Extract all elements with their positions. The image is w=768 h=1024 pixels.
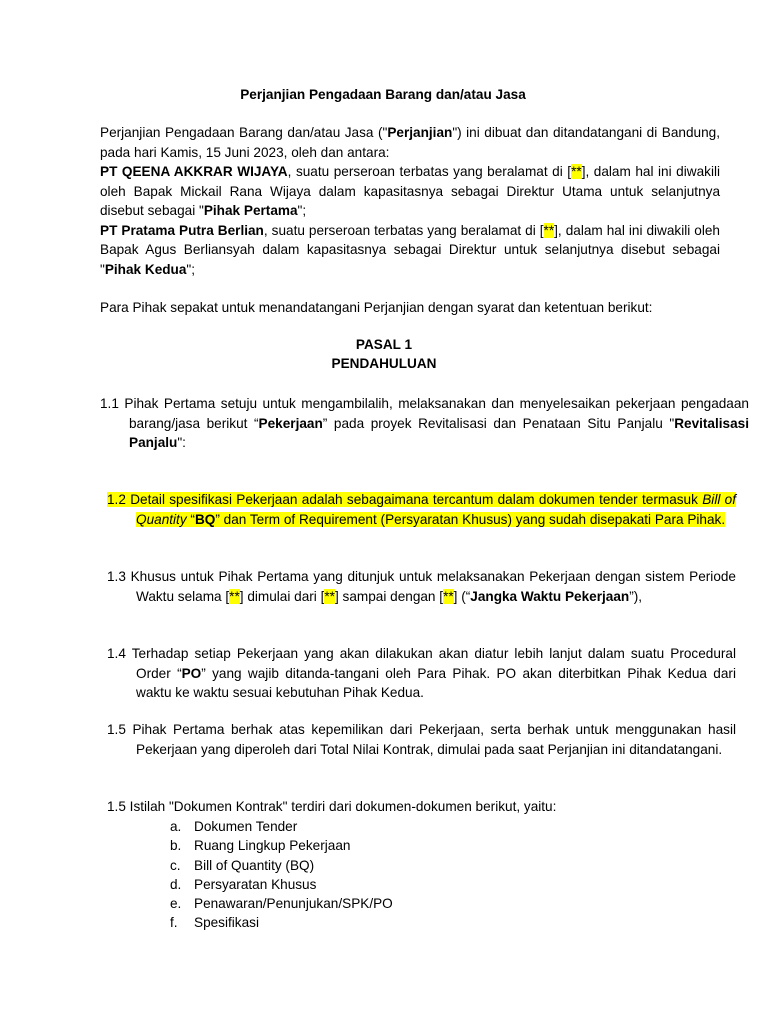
- clause-1-2: 1.2 Detail spesifikasi Pekerjaan adalah sebagaimana tercantum dalam dokumen tender termasuk Bill of Quantity “BQ” dan Term of Requirement (Persyaratan Khusus) yang sudah disepakati Para Pihak.: [107, 492, 737, 527]
- list-item: c. Bill of Quantity (BQ): [170, 857, 315, 873]
- clause-1-4: 1.4 Terhadap setiap Pekerjaan yang akan dilakukan akan diatur lebih lanjut dalam suatu Procedural Order “PO” yang wajib ditanda-tangani oleh Para Pihak. PO akan diterbitkan Pihak Kedua dari waktu ke waktu sesuai kebutuhan Pihak Kedua.: [107, 646, 736, 700]
- clause-1-5: 1.5 Pihak Pertama berhak atas kepemilikan dari Pekerjaan, serta berhak untuk menggunakan hasil Pekerjaan yang diperoleh dari Total Nilai Kontrak, dimulai pada saat Perjanjian ini ditandatangani.: [107, 722, 736, 757]
- list-item: a. Dokumen Tender: [170, 819, 298, 834]
- agreement-statement: Para Pihak sepakat untuk menandatangani Perjanjian dengan syarat dan ketentuan berikut:: [100, 300, 653, 315]
- party-two: PT Pratama Putra Berlian, suatu perseroan terbatas yang beralamat di [**], dalam hal ini diwakili oleh Bapak Agus Berliansyah dalam kapasitasnya sebagai Direktur untuk selanjutnya disebut sebagai "Pihak Kedua";: [100, 222, 720, 277]
- party-one: PT QEENA AKKRAR WIJAYA, suatu perseroan terbatas yang beralamat di [**], dalam hal ini diwakili oleh Bapak Mickail Rana Wijaya dalam kapasitasnya sebagai Direktur Utama untuk selanjutnya disebut sebagai "Pihak Pertama";: [100, 164, 720, 218]
- list-item: d. Persyaratan Khusus: [170, 876, 317, 892]
- intro-block: [100, 123, 720, 279]
- document-title-row: [0, 87, 768, 102]
- intro-paragraph: Perjanjian Pengadaan Barang dan/atau Jasa ("Perjanjian") ini dibuat dan ditandatangani di Bandung, pada hari Kamis, 15 Juni 2023, oleh dan antara:: [100, 125, 720, 160]
- list-item: f. Spesifikasi: [170, 915, 259, 931]
- list-item: e. Penawaran/Penunjukan/SPK/PO: [170, 896, 393, 912]
- pasal-heading: PENDAHULUAN: [331, 356, 437, 371]
- contract-documents-list: [170, 817, 393, 933]
- list-item: b. Ruang Lingkup Pekerjaan: [170, 838, 351, 854]
- clause-1-5-contract-documents: 1.5 Istilah "Dokumen Kontrak" terdiri dari dokumen-dokumen berikut, yaitu:: [107, 799, 557, 814]
- document-title: Perjanjian Pengadaan Barang dan/atau Jasa: [240, 87, 526, 102]
- clause-1-3: 1.3 Khusus untuk Pihak Pertama yang ditunjuk untuk melaksanakan Pekerjaan dengan sistem Periode Waktu selama [**] dimulai dari [**] sampai dengan [**] (“Jangka Waktu Pekerjaan”),: [107, 569, 736, 604]
- clause-1-1: 1.1 Pihak Pertama setuju untuk mengambilalih, melaksanakan dan menyelesaikan pekerjaan pengadaan barang/jasa berikut “Pekerjaan” pada proyek Revitalisasi dan Penataan Situ Panjalu "Revitalisasi Panjalu":: [100, 396, 749, 450]
- pasal-number: PASAL 1: [355, 337, 413, 352]
